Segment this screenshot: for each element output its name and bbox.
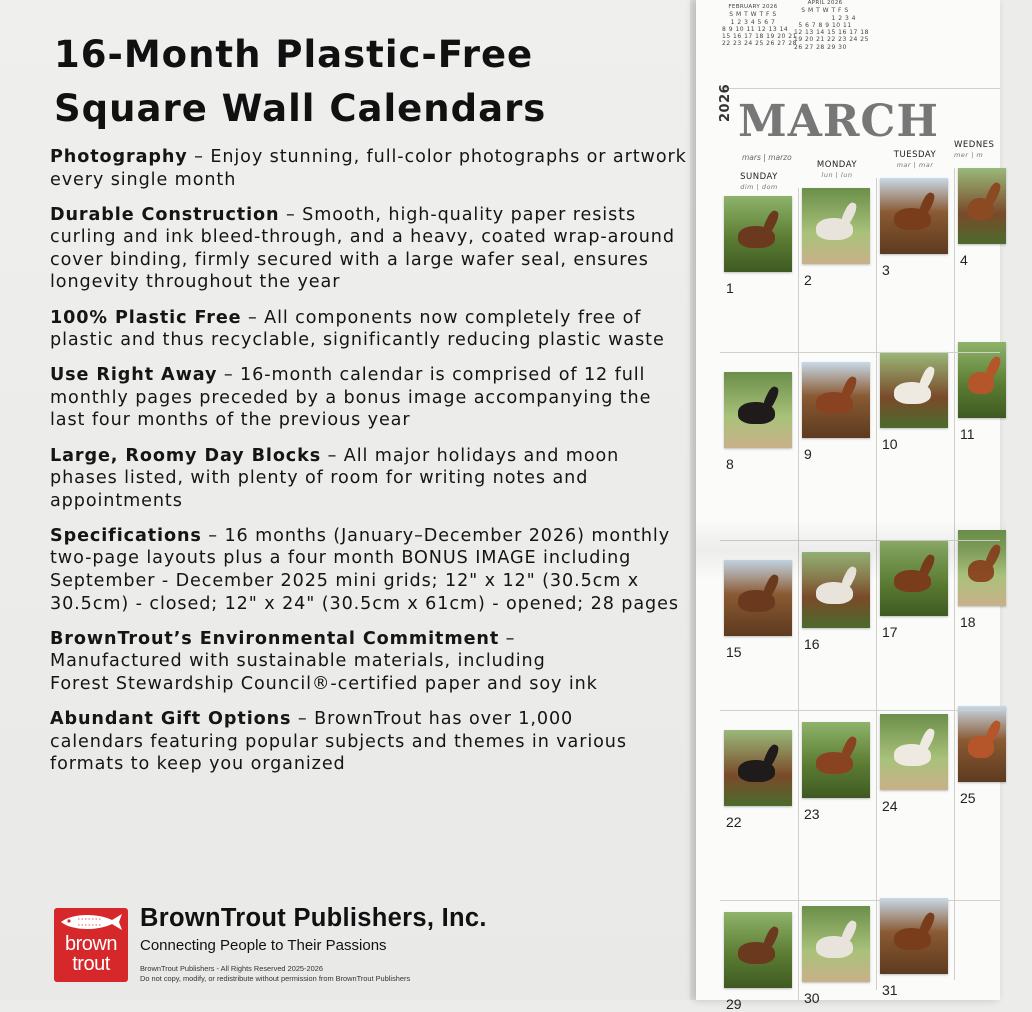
feature-text: – All major holidays and moon phases listed, with plenty of room for writing notes and appointments bbox=[50, 445, 620, 511]
feature-title: Large, Roomy Day Blocks bbox=[50, 445, 322, 466]
mini-calendar-row: 19 20 21 22 23 24 25 bbox=[794, 36, 869, 44]
feature-text: – Enjoy stunning, full-color photographs or artwork every single month bbox=[50, 147, 687, 190]
feature-text: – Smooth, high-quality paper resists curling and ink bleed-through, and a heavy, coated wrap-around cover binding, firmly secured with a large wafer seal, ensures longevity throughout the year bbox=[50, 204, 675, 293]
day-number: 24 bbox=[882, 798, 898, 814]
mini-calendar-row: 8 9 10 11 12 13 14 bbox=[722, 25, 789, 33]
feature-gift-options bbox=[50, 708, 650, 776]
dow-sub: lun | lun bbox=[821, 171, 853, 179]
horse-photo bbox=[958, 342, 1006, 418]
horse-photo bbox=[724, 730, 792, 806]
dow-label: TUESDAY bbox=[893, 150, 937, 160]
horse-head-shape bbox=[983, 355, 1002, 381]
headline-line-1: 16-Month Plastic-Free bbox=[54, 33, 534, 76]
calendar-month: MARCH bbox=[738, 96, 940, 147]
feature-title: 100% Plastic Free bbox=[50, 307, 242, 328]
mini-calendar-row: 5 6 7 8 9 10 11 bbox=[798, 21, 852, 29]
horse-photo bbox=[880, 178, 948, 254]
grid-column-line bbox=[876, 178, 877, 990]
horse-head-shape bbox=[983, 719, 1002, 745]
horse-photo bbox=[802, 188, 870, 264]
horse-photo bbox=[958, 168, 1006, 244]
horse-photo bbox=[724, 196, 792, 272]
mini-calendar-row: 12 13 14 15 16 17 18 bbox=[794, 29, 869, 37]
dow-sub: mer | m bbox=[954, 151, 984, 159]
horse-head-shape bbox=[918, 191, 937, 217]
mini-calendar-april bbox=[794, 0, 869, 51]
divider bbox=[720, 88, 1000, 89]
grid-row-line bbox=[720, 900, 1000, 901]
horse-photo bbox=[802, 722, 870, 798]
dow-wednesday bbox=[954, 140, 1032, 159]
headline bbox=[54, 28, 674, 136]
calendar-month-sub: mars | marzo bbox=[742, 153, 792, 162]
horse-head-shape bbox=[918, 727, 937, 753]
dow-sub: dim | dom bbox=[740, 183, 778, 191]
horse-head-shape bbox=[983, 181, 1002, 207]
horse-head-shape bbox=[918, 365, 937, 391]
feature-title: Photography bbox=[50, 147, 188, 167]
horse-head-shape bbox=[840, 919, 859, 945]
dow-sunday bbox=[720, 172, 798, 191]
dow-label: MONDAY bbox=[816, 160, 858, 170]
horse-photo bbox=[802, 906, 870, 982]
feature-title: Use Right Away bbox=[50, 365, 218, 386]
horse-head-shape bbox=[762, 743, 781, 769]
horse-head-shape bbox=[762, 385, 781, 411]
day-number: 8 bbox=[726, 456, 734, 472]
horse-head-shape bbox=[840, 735, 859, 761]
logo-word-trout: trout bbox=[72, 953, 110, 975]
feature-text: – BrownTrout has over 1,000 calendars featuring popular subjects and themes in various formats to keep you organized bbox=[50, 708, 627, 775]
legal-line-1: BrownTrout Publishers - All Rights Reserved 2025-2026 bbox=[140, 964, 323, 973]
day-number: 17 bbox=[882, 624, 898, 640]
day-number: 25 bbox=[960, 790, 976, 806]
feature-text: – Manufactured with sustainable materials, including Forest Stewardship Council®-certified paper and soy ink bbox=[50, 628, 598, 694]
feature-list bbox=[50, 146, 690, 788]
grid-row-line bbox=[720, 352, 1000, 353]
feature-use-right-away bbox=[50, 364, 690, 432]
legal-line-2: Do not copy, modify, or redistribute without permission from BrownTrout Publishers bbox=[140, 974, 411, 983]
day-number: 29 bbox=[726, 996, 742, 1012]
feature-photography bbox=[50, 146, 690, 191]
feature-title: BrownTrout’s Environmental Commitment bbox=[50, 628, 500, 649]
legal-notice bbox=[140, 964, 620, 984]
logo-word-brown: brown bbox=[65, 933, 117, 955]
mini-calendar-row: 26 27 28 29 30 bbox=[794, 43, 847, 51]
mini-calendar-row: 22 23 24 25 26 27 28 bbox=[722, 40, 797, 48]
brand-block bbox=[52, 904, 672, 994]
feature-title: Durable Construction bbox=[50, 204, 280, 225]
horse-head-shape bbox=[762, 925, 781, 951]
brand-tagline: Connecting People to Their Passions bbox=[140, 937, 387, 954]
feature-plastic-free bbox=[50, 307, 690, 352]
browntrout-logo bbox=[54, 908, 128, 982]
dow-label: SUNDAY bbox=[740, 172, 778, 182]
dow-label: WEDNES bbox=[954, 140, 995, 150]
mini-calendar-header: S M T W T F S bbox=[729, 11, 777, 19]
mini-calendar-february bbox=[722, 4, 797, 48]
horse-photo bbox=[880, 714, 948, 790]
mini-calendar-row: 15 16 17 18 19 20 21 bbox=[722, 33, 797, 41]
page-fold-shadow bbox=[696, 520, 1006, 580]
day-number: 9 bbox=[804, 446, 812, 462]
day-number: 22 bbox=[726, 814, 742, 830]
headline-line-2: Square Wall Calendars bbox=[54, 87, 547, 130]
horse-photo bbox=[724, 372, 792, 448]
day-number: 2 bbox=[804, 272, 812, 288]
day-number: 30 bbox=[804, 990, 820, 1006]
feature-title: Specifications bbox=[50, 525, 202, 546]
calendar-year: 2026 bbox=[718, 83, 733, 122]
feature-text: – 16 months (January–December 2026) monthly two-page layouts plus a four month BONUS IMAGE including September - December 2025 mini grids; 12" x 12" (30.5cm x 30.5cm) - closed; 12" x 24" (30.5cm x 61cm) - opened; 28 pages bbox=[50, 525, 679, 614]
day-number: 18 bbox=[960, 614, 976, 630]
grid-row-line bbox=[720, 710, 1000, 711]
day-number: 3 bbox=[882, 262, 890, 278]
dow-tuesday bbox=[876, 150, 954, 169]
day-number: 15 bbox=[726, 644, 742, 660]
day-number: 16 bbox=[804, 636, 820, 652]
mini-calendar-row: 1 2 3 4 5 6 7 bbox=[730, 18, 776, 26]
dow-sub: mar | mar bbox=[896, 161, 934, 169]
horse-head-shape bbox=[840, 375, 859, 401]
day-number: 10 bbox=[882, 436, 898, 452]
feature-text: – 16-month calendar is comprised of 12 full monthly pages preceded by a bonus image accompanying the last four months of the previous year bbox=[50, 365, 652, 431]
horse-head-shape bbox=[840, 201, 859, 227]
horse-photo bbox=[880, 352, 948, 428]
feature-environmental-commitment bbox=[50, 628, 610, 696]
feature-day-blocks bbox=[50, 445, 690, 513]
feature-title: Abundant Gift Options bbox=[50, 708, 292, 729]
day-number: 4 bbox=[960, 252, 968, 268]
horse-head-shape bbox=[918, 911, 937, 937]
calendar-page bbox=[696, 0, 1000, 1012]
mini-calendar-title: APRIL 2026 bbox=[807, 0, 843, 6]
day-number: 31 bbox=[882, 982, 898, 998]
horse-photo bbox=[958, 706, 1006, 782]
feature-text: – All components now completely free of plastic and thus recyclable, significantly reducing plastic waste bbox=[50, 307, 665, 351]
feature-specifications bbox=[50, 525, 690, 615]
horse-photo bbox=[802, 362, 870, 438]
trout-icon bbox=[58, 911, 124, 933]
mini-calendar-header: S M T W T F S bbox=[801, 7, 849, 15]
calendar-image bbox=[690, 0, 1000, 1012]
mini-calendar-title: FEBRUARY 2026 bbox=[728, 4, 778, 10]
feature-durable-construction bbox=[50, 204, 690, 294]
dow-monday bbox=[798, 160, 876, 179]
day-number: 1 bbox=[726, 280, 734, 296]
day-number: 11 bbox=[960, 426, 975, 442]
brand-name: BrownTrout Publishers, Inc. bbox=[140, 904, 487, 932]
day-number: 23 bbox=[804, 806, 820, 822]
horse-head-shape bbox=[762, 209, 781, 235]
horse-photo bbox=[880, 898, 948, 974]
mini-calendar-row: 1 2 3 4 bbox=[831, 14, 856, 22]
grid-column-line bbox=[798, 188, 799, 1000]
horse-photo bbox=[724, 912, 792, 988]
